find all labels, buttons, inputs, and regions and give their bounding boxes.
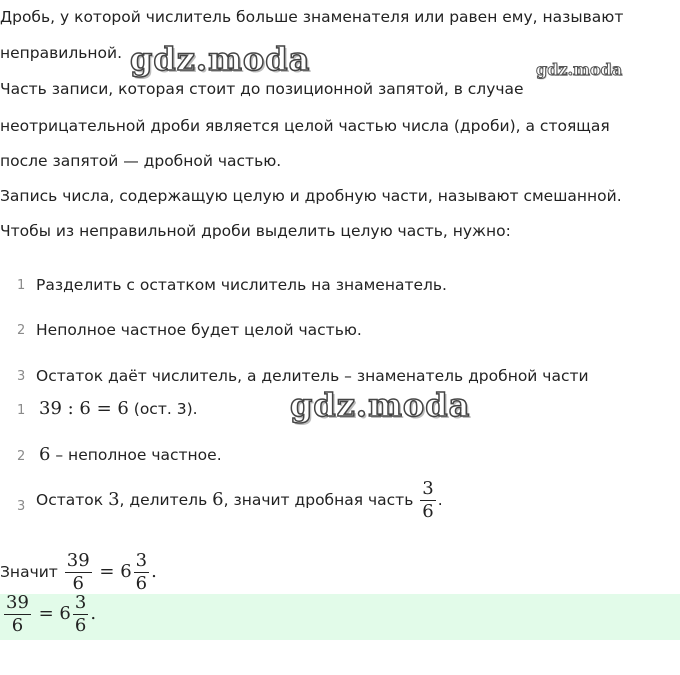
conclusion-line xyxy=(0,550,157,595)
fraction-denominator: 6 xyxy=(11,615,24,636)
sentence-period: . xyxy=(437,491,443,509)
division-expression: 39 : 6 = 6 xyxy=(39,398,129,419)
remainder-value: 3 xyxy=(108,489,120,510)
paragraph-integer-part-line1: Часть записи, которая стоит до позиционной запятой, в случае xyxy=(0,80,524,98)
solution-step-number: 3 xyxy=(17,499,26,514)
solution-step-fraction-part xyxy=(36,478,443,523)
paragraph-procedure-intro: Чтобы из неправильной дроби выделить целую часть, нужно: xyxy=(0,222,511,240)
conclusion-label: Значит xyxy=(0,563,63,581)
watermark-logo: gdz.moda xyxy=(290,386,471,424)
remainder-label: Остаток xyxy=(36,491,109,509)
fraction-numerator: 3 xyxy=(74,592,87,613)
paragraph-integer-part-line2: неотрицательной дроби является целой частью числа (дроби), а стоящая xyxy=(0,117,610,135)
quotient-note: – неполное частное. xyxy=(50,446,222,464)
fraction-denominator: 6 xyxy=(74,615,87,636)
answer-band xyxy=(0,594,680,640)
mixed-fraction-part xyxy=(73,592,88,637)
paragraph-integer-part-line3: после запятой — дробной частью. xyxy=(0,152,282,170)
step-text: Разделить с остатком числитель на знаменатель. xyxy=(36,276,447,294)
solution-step-quotient xyxy=(39,444,222,465)
fraction-denominator: 6 xyxy=(135,573,148,594)
paragraph-mixed-number: Запись числа, содержащую целую и дробную части, называют смешанной. xyxy=(0,187,622,205)
divisor-label: , делитель xyxy=(119,491,213,509)
watermark-logo-small: gdz.moda xyxy=(536,60,623,79)
mixed-integer-part: = 6 xyxy=(32,603,71,624)
fraction-part-label: , значит дробная часть xyxy=(223,491,419,509)
fraction-numerator: 39 xyxy=(6,592,29,613)
improper-fraction xyxy=(4,592,31,637)
fraction-part xyxy=(420,478,435,523)
step-text: Неполное частное будет целой частью. xyxy=(36,321,362,339)
step-number: 2 xyxy=(17,323,26,338)
sentence-period: . xyxy=(151,561,157,582)
mixed-integer-part: = 6 xyxy=(93,561,132,582)
fraction-numerator: 39 xyxy=(66,550,90,571)
watermark-logo: gdz.moda xyxy=(130,40,311,78)
divisor-value: 6 xyxy=(212,489,224,510)
step-text: Остаток даёт числитель, а делитель – знаменатель дробной части xyxy=(36,367,589,385)
fraction-denominator: 6 xyxy=(422,501,434,522)
fraction-numerator: 3 xyxy=(135,550,148,571)
answer-expression xyxy=(2,592,96,637)
quotient-value: 6 xyxy=(39,444,51,465)
improper-fraction xyxy=(65,550,92,595)
paragraph-improper-fraction-line1: Дробь, у которой числитель больше знаменателя или равен ему, называют xyxy=(0,8,624,26)
fraction-denominator: 6 xyxy=(72,573,84,594)
step-number: 1 xyxy=(17,278,26,293)
sentence-period: . xyxy=(90,603,97,624)
step-number: 3 xyxy=(17,369,26,384)
solution-step-division xyxy=(39,398,198,419)
fraction-numerator: 3 xyxy=(422,478,434,499)
division-remainder-note: (ост. 3). xyxy=(128,400,198,418)
paragraph-improper-fraction-line2: неправильной. xyxy=(0,44,123,62)
mixed-fraction-part xyxy=(134,550,149,595)
solution-step-number: 1 xyxy=(17,403,26,418)
solution-step-number: 2 xyxy=(17,449,26,464)
